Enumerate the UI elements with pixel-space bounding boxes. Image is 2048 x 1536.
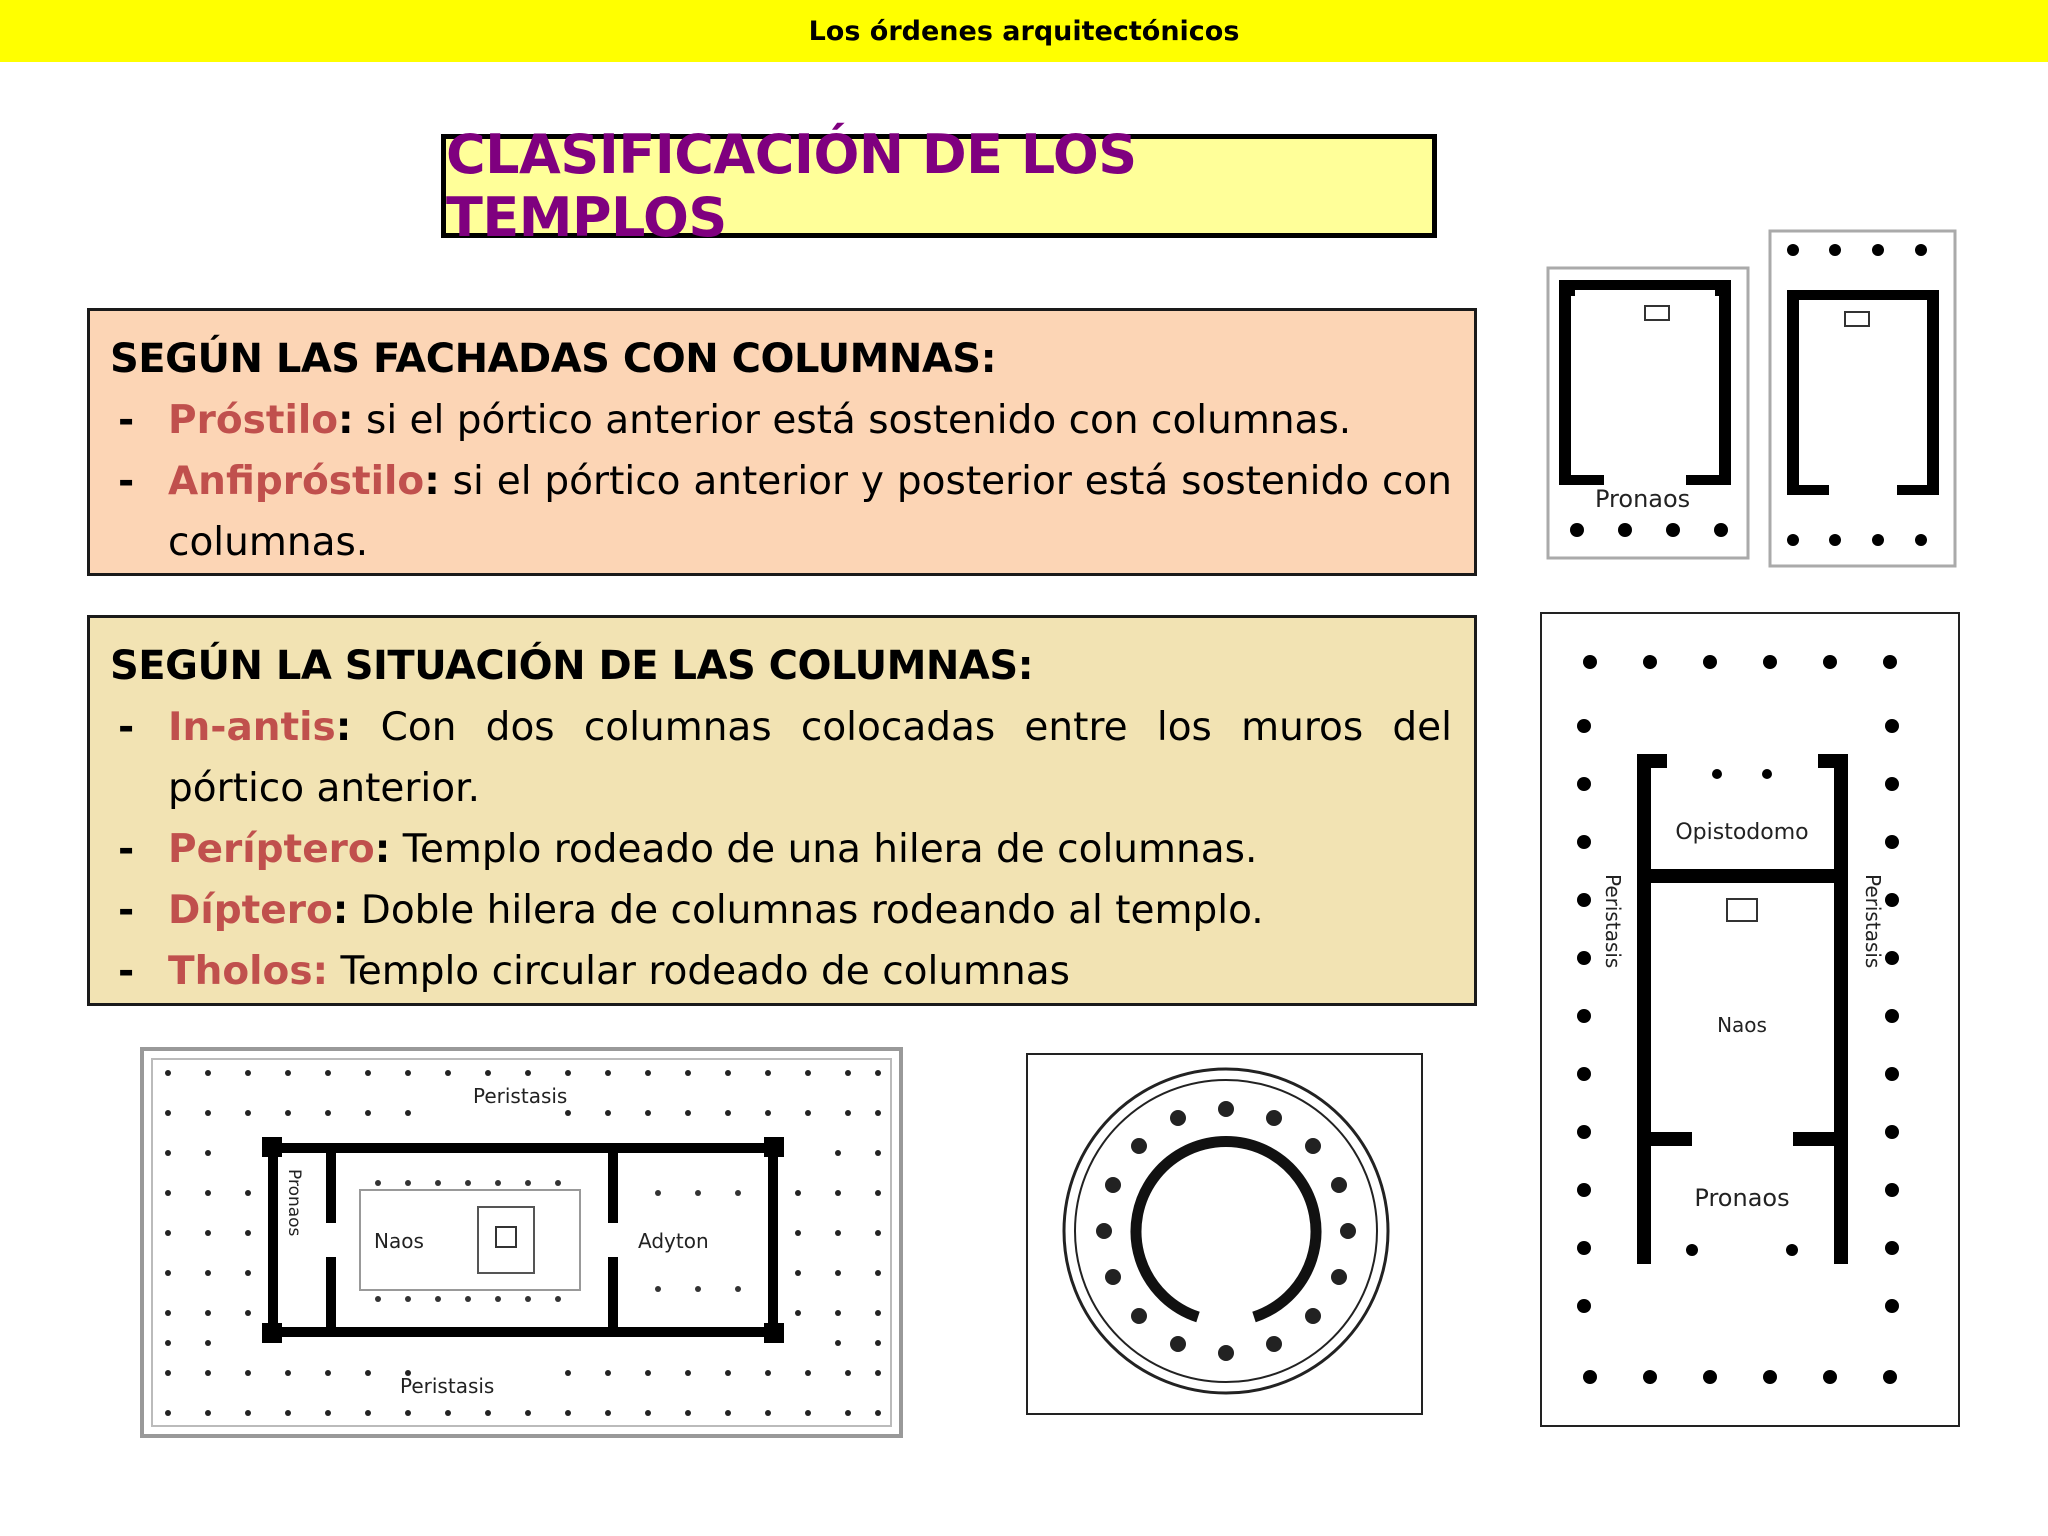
- list-item-prostilo: - Próstilo: si el pórtico anterior está sostenido con columnas.: [110, 390, 1452, 451]
- list-item-diptero: - Díptero: Doble hilera de columnas rodeando al templo.: [110, 880, 1452, 941]
- periptero-peristasis-right: Peristasis: [1861, 874, 1885, 969]
- section-situacion: [87, 615, 1477, 1006]
- tholos-plan: [1028, 1055, 1421, 1413]
- dash-bullet: -: [118, 888, 135, 933]
- prostilo-pronaos-label: Pronaos: [1595, 485, 1691, 513]
- section-situacion-heading: SEGÚN LA SITUACIÓN DE LAS COLUMNAS:: [110, 643, 1034, 689]
- periptero-plan: [1542, 614, 1958, 1425]
- desc-in-antis: Con dos columnas colocadas entre los muros del pórtico anterior.: [168, 705, 1452, 811]
- figure-prostilo-anfiprostilo: [1545, 228, 1960, 568]
- desc-periptero: Templo rodeado de una hilera de columnas.: [390, 827, 1258, 872]
- term-anfiprostilo: Anfipróstilo: [168, 459, 425, 504]
- diptero-peristasis-top: Peristasis: [473, 1084, 568, 1108]
- list-item-in-antis: - In-antis: Con dos columnas colocadas entre los muros del pórtico anterior.: [110, 697, 1452, 819]
- desc-anfiprostilo: si el pórtico anterior y posterior está sostenido con columnas.: [168, 459, 1452, 565]
- periptero-opistodomo-label: Opistodomo: [1675, 820, 1809, 845]
- diptero-peristasis-bottom: Peristasis: [400, 1374, 495, 1398]
- list-item-anfiprostilo: - Anfipróstilo: si el pórtico anterior y posterior está sostenido con columnas.: [110, 451, 1452, 573]
- term-periptero: Períptero: [168, 827, 375, 872]
- prostilo-anfiprostilo-plan: [1545, 228, 1960, 568]
- dash-bullet: -: [118, 705, 135, 750]
- diptero-pronaos-vertical: Pronaos: [284, 1169, 304, 1237]
- periptero-naos-label: Naos: [1717, 1013, 1767, 1037]
- periptero-peristasis-left: Peristasis: [1601, 874, 1625, 969]
- diptero-adyton-label: Adyton: [638, 1229, 709, 1253]
- desc-prostilo: si el pórtico anterior está sostenido con columnas.: [353, 398, 1352, 443]
- dash-bullet: -: [118, 949, 135, 994]
- term-diptero: Díptero: [168, 888, 333, 933]
- dash-bullet: -: [118, 459, 135, 504]
- section-fachadas: [87, 308, 1477, 576]
- main-title: CLASIFICACIÓN DE LOS TEMPLOS: [446, 123, 1137, 249]
- section-fachadas-heading: SEGÚN LAS FACHADAS CON COLUMNAS:: [110, 336, 997, 382]
- desc-tholos: Templo circular rodeado de columnas: [328, 949, 1070, 994]
- figure-diptero: [138, 1045, 905, 1440]
- list-item-periptero: - Períptero: Templo rodeado de una hilera de columnas.: [110, 819, 1452, 880]
- header-bar: [0, 0, 2048, 62]
- term-in-antis: In-antis: [168, 705, 336, 750]
- diptero-naos-label: Naos: [374, 1229, 424, 1253]
- desc-diptero: Doble hilera de columnas rodeando al templo.: [348, 888, 1264, 933]
- list-item-tholos: [110, 941, 1452, 1002]
- dash-bullet: -: [118, 827, 135, 872]
- term-prostilo: Próstilo: [168, 398, 338, 443]
- periptero-pronaos-label: Pronaos: [1694, 1184, 1790, 1212]
- dash-bullet: -: [118, 398, 135, 443]
- figure-tholos: [1026, 1053, 1423, 1415]
- figure-periptero: [1540, 612, 1960, 1427]
- main-title-box: [441, 123, 1437, 249]
- term-tholos: Tholos:: [168, 949, 329, 994]
- header-title: Los órdenes arquitectónicos: [808, 15, 1240, 47]
- diptero-plan: [138, 1045, 905, 1440]
